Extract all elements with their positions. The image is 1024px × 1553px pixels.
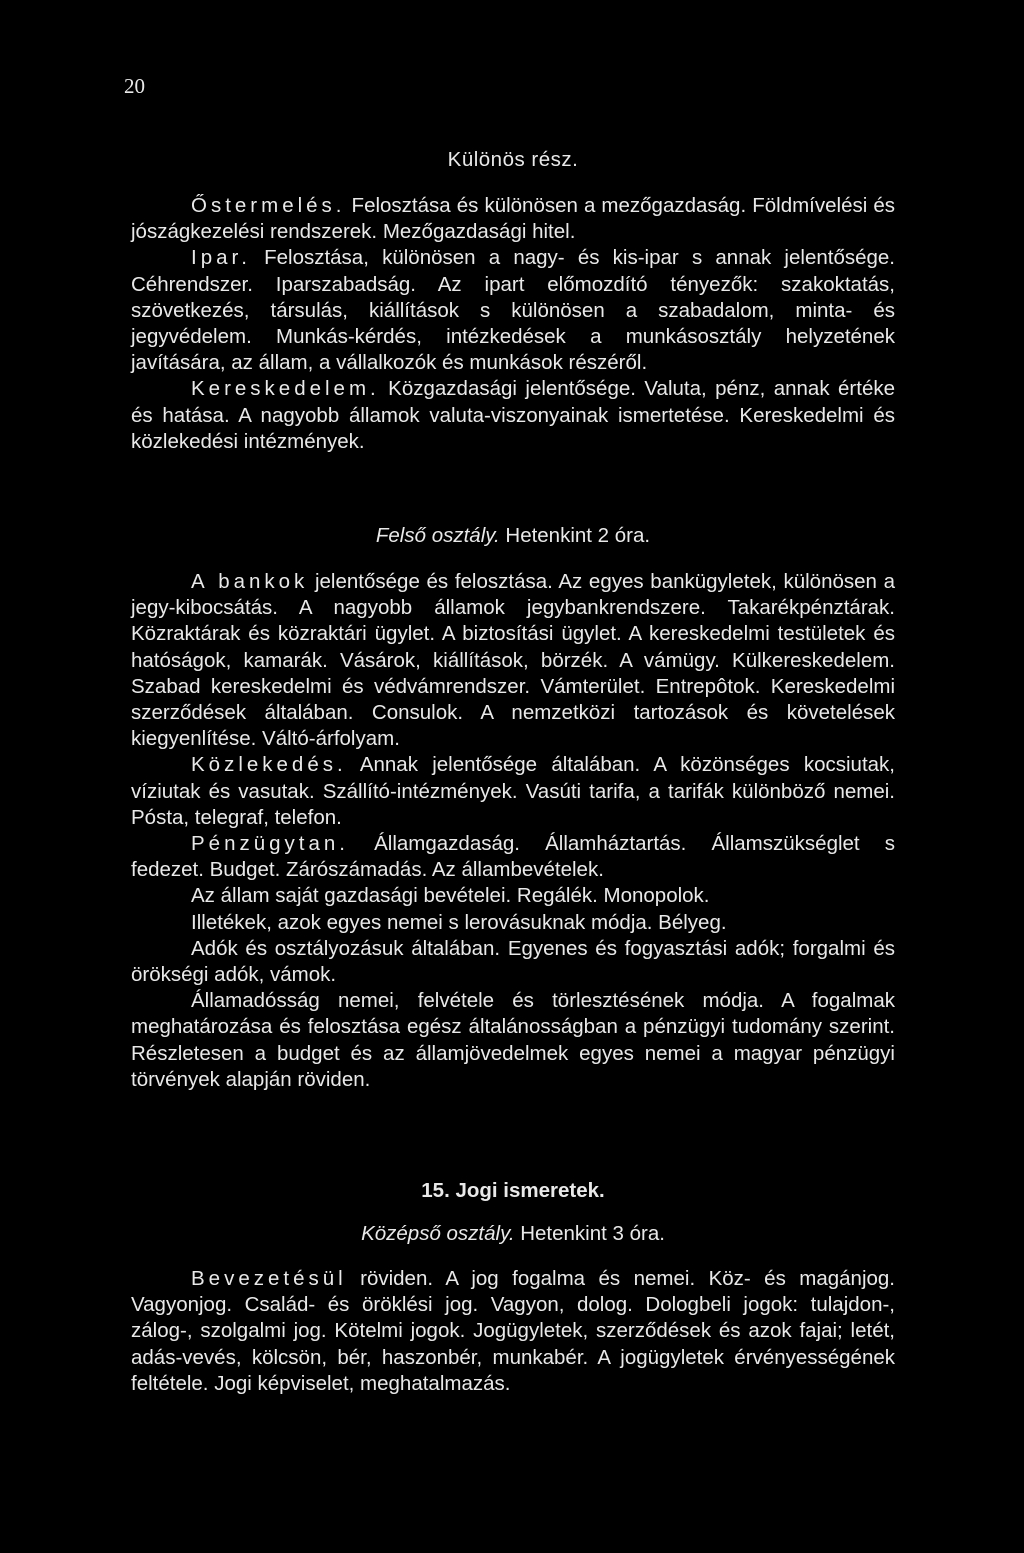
paragraph-adok: Adók és osztályozásuk általában. Egyenes és fogyasztási adók; forgalmi és örökségi adók, vámok. [131,936,895,987]
paragraph-lead: A bankok [191,570,309,593]
paragraph-text: Felosztása, különösen a nagy- és kis-ipar s annak jelentősége. Céhrendszer. Iparszabadság. Az ipart előmozdító tényezők: szakoktatás, szövetkezés, társulás, kiállítások s különösen a szabadalom, minta- és jegyvédelem. Munkás-kérdés, intézkedések a munkásosztály helyzetének javítására, az állam, a vállalkozók és munkások részéről. [131,246,895,375]
paragraph-text: Államgazdaság. Államháztartás. Államszükséglet s fedezet. Budget. Zárószámadás. Az állambevételek. [131,832,895,882]
class-name: Középső osztály. [361,1222,515,1245]
block-primary-production [131,193,895,455]
paragraph-ostermeles [131,193,895,245]
paragraph-text: jelentősége és felosztása. Az egyes bankügyletek, különösen a jegy-kibocsátás. A nagyobb államok jegybankrendszere. Takarékpénztárak. Közraktárak és közraktári ügylet. A biztosítási ügylet. A kereskedelmi testületek és hatóságok, kamarák. Vásárok, kiállítások, börzék. A vámügy. Külkereskedelem. Szabad kereskedelmi és védvámrendszer. Vámterület. Entrepôtok. Kereskedelmi szerződések általában. Consulok. A nemzetközi tartozások és követelések kiegyenlítése. Váltó-árfolyam. [131,570,895,751]
class-hours: Hetenkint 3 óra. [514,1222,665,1245]
paragraph-bankok [131,569,895,752]
paragraph-text: Annak jelentősége általában. A közönséges kocsiutak, víziutak és vasutak. Szállító-intézmények. Vasúti tarifa, a tarifák különböző nemei. Pósta, telegraf, telefon. [131,753,895,829]
paragraph-bevetelek: Az állam saját gazdasági bevételei. Regálék. Monopolok. [191,884,710,908]
block-law [131,1266,895,1397]
subject-title: 15. Jogi ismeretek. [421,1179,605,1202]
class-heading-upper [131,524,895,548]
paragraph-allamadossag: Államadósság nemei, felvétele és törlesztésének módja. A fogalmak meghatározása és felosztása egész általánosságban a pénzügyi tudomány szerint. Részletesen a budget és az államjövedelmek egyes nemei a magyar pénzügyi törvények alapján röviden. [131,989,895,1091]
paragraph-lead: Közlekedés. [191,753,347,777]
paragraph-text: Közgazdasági jelentősége. Valuta, pénz, annak értéke és hatása. A nagyobb államok valuta-viszonyainak ismertetése. Kereskedelmi és közlekedési intézmények. [131,377,895,453]
page-number: 20 [124,74,145,98]
paragraph-lead: Ipar. [191,246,251,270]
class-name: Felső osztály. [375,524,500,547]
paragraph-lead: Őstermelés. [191,194,346,217]
class-hours: Hetenkint 2 óra. [499,524,651,547]
paragraph-text: röviden. A jog fogalma és nemei. Köz- és magánjog. Vagyonjog. Család- és öröklési jog. Vagyon, dolog. Dologbeli jogok: tulajdon-, zálog-, szolgalmi jog. Kötelmi jogok. Jogügyletek, szerződések és azok fajai; letét, adás-vevés, kölcsön, bér, haszonbér, munkabér. A jogügyletek érvényességének feltétele. Jogi képviselet, meghatalmazás. [131,1267,895,1395]
paragraph-illetekek: Illetékek, azok egyes nemei s lerovásuknak módja. Bélyeg. [191,910,727,934]
paragraph-lead: Kereskedelem. [191,377,380,401]
paragraph-penzugytan [131,831,895,883]
paragraph-lead: Pénzügytan. [191,832,349,856]
paragraph-kereskedelem [131,376,895,455]
section-heading: Különös rész. [447,148,579,171]
paragraph-ipar [131,245,895,376]
paragraph-kozlekedes [131,752,895,831]
class-heading-middle [131,1222,895,1246]
block-banking [131,569,895,1093]
paragraph-bevezetesul [131,1266,895,1397]
paragraph-lead: Bevezetésül [191,1267,347,1290]
paragraph-text: Felosztása és különösen a mezőgazdaság. Földmívelési és jószágkezelési rendszerek. Mezőgazdasági hitel. [131,194,895,244]
